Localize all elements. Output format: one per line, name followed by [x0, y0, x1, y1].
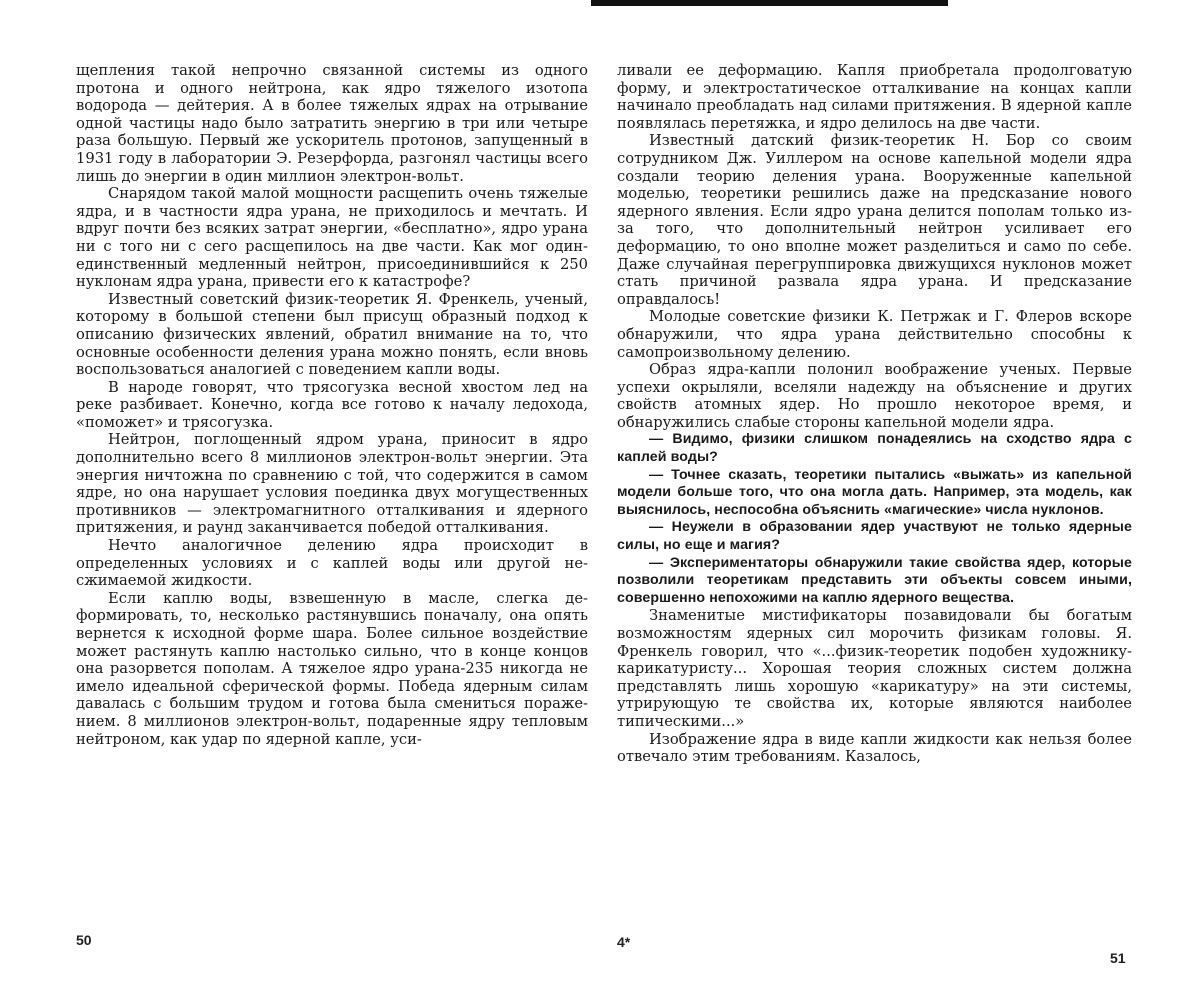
- top-edge-rule: [591, 0, 948, 6]
- left-paragraph-1: щепления такой непрочно связанной системы из одного протона и одного нейтрона, как ядро тяжелого изотопа водорода — дейтерия. А в более тяжелых ядрах на от­рывание одной частицы надо было затратить энергию в три или четыре раза большую. Первый же ускори­тель протонов, запущенный в 1931 году в лаборатории Э. Резерфорда, разгонял частицы всего лишь до энергии в один миллион электрон-вольт.: [76, 62, 588, 185]
- left-paragraph-2: Снарядом такой малой мощности расщепить очень тяжелые ядра, и в частности ядра урана, не приходи­лось и мечтать. И вдруг почти без всяких затрат энер­гии, «бесплатно», ядро урана ни с того ни с сего рас­щепилось на две части. Как мог один-единственный медленный нейтрон, присоединившийся к 250 нуклонам ядра урана, привести его к катастрофе?: [76, 185, 588, 291]
- signature-mark: 4*: [617, 934, 630, 950]
- right-paragraph-1: ливали ее деформацию. Капля приобретала продолго­ватую форму, и электростатическое отталкивание на концах капли начинало преобладать над силами при­тяжения. В ядерной капле появлялась перетяжка, и ядро делилось на две части.: [617, 62, 1132, 132]
- right-paragraph-5: Знаменитые мистификаторы позавидовали бы бога­тым возможностям ядерных сил морочить физикам го­ловы. Я. Френкель говорил, что «...физик-теоретик по­добен художнику-карикатуристу... Хорошая теория сложных систем должна представлять лишь хорошую «карикатуру» на эти системы, утрирующую те свойства их, которые являются наиболее типическими...»: [617, 607, 1132, 730]
- dialogue-question-2: — Неужели в образовании ядер участвуют не толь­ко ядерные силы, но еще и магия?: [617, 519, 1132, 554]
- dialogue-question-1: — Видимо, физики слишком понадеялись на сход­ство ядра с каплей воды?: [617, 431, 1132, 466]
- dialogue-answer-2: — Экспериментаторы обнаружили такие свойства ядер, которые позволили теоретикам представить эти объекты совсем иными, совершенно непохожими на каплю ядерного вещества.: [617, 555, 1132, 608]
- left-page: [76, 62, 588, 942]
- right-paragraph-3: Молодые советские физики К. Петржак и Г. Фле­ров вскоре обнаружили, что ядра урана действительно способны к самопроизвольному делению.: [617, 308, 1132, 361]
- left-paragraph-3: Известный советский физик-теоретик Я. Френкель, ученый, которому в большой степени был присущ об­разный подход к описанию физических явлений, обра­тил внимание на то, что основные особенности деления урана можно понять, если вновь воспользоваться ана­логией с поведением капли воды.: [76, 291, 588, 379]
- left-paragraph-4: В народе говорят, что трясогузка весной хвостом лед на реке разбивает. Конечно, когда все готово к на­чалу ледохода, «поможет» и трясогузка.: [76, 379, 588, 432]
- dialogue-answer-1: — Точнее сказать, теоретики пытались «выжать» из капельной модели больше того, что она могла дать. Например, эта модель, как выяснилось, неспособна объяснить «магические» числа нуклонов.: [617, 467, 1132, 520]
- right-paragraph-6: Изображение ядра в виде капли жидкости как нельзя более отвечало этим требованиям. Казалось,: [617, 731, 1132, 766]
- page-number-right: 51: [1110, 950, 1126, 966]
- right-paragraph-4: Образ ядра-капли полонил воображение ученых. Первые успехи окрыляли, вселяли надежду на объяс­нение и других свойств атомных ядер. Но прошло неко­торое время, и обнаружились слабые стороны капель­ной модели ядра.: [617, 361, 1132, 431]
- left-paragraph-6: Нечто аналогичное делению ядра происходит в определенных условиях и с каплей воды или другой не­сжимаемой жидкости.: [76, 537, 588, 590]
- right-paragraph-2: Известный датский физик-теоретик Н. Бор со своим сотрудником Дж. Уиллером на основе капельной моде­ли ядра создали теорию деления урана. Вооруженные капельной моделью, теоретики решились даже на пред­сказание нового ядерного явления. Если ядро урана де­лится пополам только из-за того, что дополнительный нейтрон усиливает его деформацию, то оно вполне мо­жет разделиться и само по себе. Даже случайная пере­группировка движущихся нуклонов может стать причи­ной развала ядра урана. И предсказание оправдалось!: [617, 132, 1132, 308]
- page-number-left: 50: [76, 932, 92, 948]
- right-page: [617, 62, 1132, 942]
- left-paragraph-5: Нейтрон, поглощенный ядром урана, приносит в яд­ро дополнительно всего 8 миллионов электрон-вольт энергии. Эта энергия ничтожна по сравнению с той, что содержится в самом ядре, но она нарушает условия по­единка двух могущественных противников — электро­магнитного отталкивания и ядерного притяжения, и раунд заканчивается победой отталкивания.: [76, 431, 588, 537]
- left-paragraph-7: Если каплю воды, взвешенную в масле, слегка де­формировать, то, несколько растянувшись поначалу, она опять вернется к исходной форме шара. Более сильное воздействие может растянуть каплю настолько сильно, что в конце концов она разорвется пополам. А тяжелое ядро урана-235 никогда не имело идеальной сферической формы. Победа ядерным силам давалась с большим трудом и готова была смениться пораже­нием. 8 миллионов электрон-вольт, подаренные ядру тепловым нейтроном, как удар по ядерной капле, уси-: [76, 590, 588, 748]
